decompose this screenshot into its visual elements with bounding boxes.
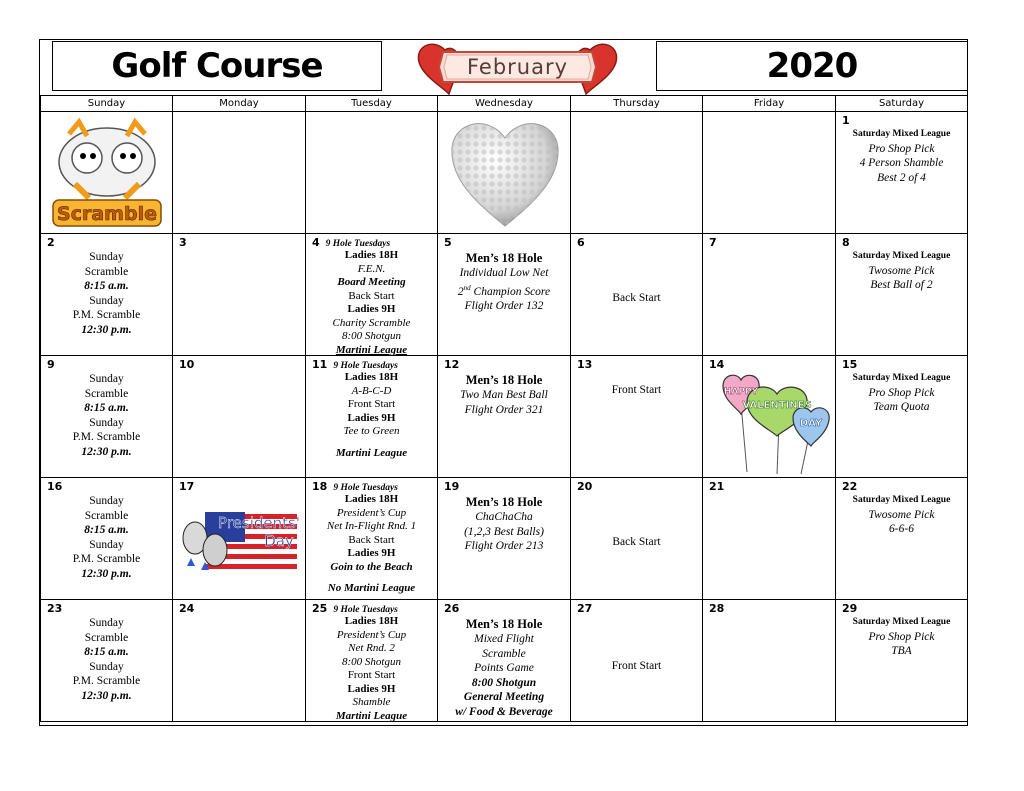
event-line: Pro Shop Pick bbox=[868, 630, 935, 643]
day-cell bbox=[836, 356, 968, 478]
nine-hole-tuesdays-label: 9 Hole Tuesdays bbox=[333, 483, 398, 493]
event-line: Back Start bbox=[612, 536, 661, 548]
event-line: Ladies 18H bbox=[344, 249, 399, 261]
event-line: 8:15 a.m. bbox=[84, 524, 129, 537]
event-line: F.E.N. bbox=[357, 262, 386, 275]
event-line: Saturday Mixed League bbox=[852, 129, 951, 139]
month-label: February bbox=[466, 55, 569, 79]
day-number: 2 bbox=[47, 236, 55, 249]
event-line: 12:30 p.m. bbox=[81, 689, 132, 702]
valentine-word-1: HAPPY bbox=[723, 387, 759, 397]
event-line: Ladies 9H bbox=[347, 547, 396, 559]
scramble-clipart-icon bbox=[49, 114, 165, 230]
day-number: 15 bbox=[842, 358, 858, 371]
day-number: 23 bbox=[47, 602, 63, 615]
day-number: 19 bbox=[444, 480, 460, 493]
event-line: No Martini League bbox=[327, 582, 416, 594]
day-cell-empty bbox=[173, 112, 306, 234]
event-line: Men’s 18 Hole bbox=[465, 373, 543, 387]
event-line: Ladies 9H bbox=[347, 303, 396, 315]
day-cell-empty bbox=[571, 112, 703, 234]
day-cell bbox=[836, 112, 968, 234]
event-line: Sunday bbox=[89, 373, 124, 385]
day-number: 17 bbox=[179, 480, 195, 493]
day-number: 13 bbox=[577, 358, 593, 371]
event-line: Scramble bbox=[84, 265, 129, 278]
event-line: TBA bbox=[891, 645, 912, 658]
day-number: 9 bbox=[47, 358, 55, 371]
event-line: P.M. Scramble bbox=[72, 309, 141, 322]
event-line: 8:15 a.m. bbox=[84, 646, 129, 659]
event-line: Saturday Mixed League bbox=[852, 373, 951, 383]
event-line: General Meeting bbox=[463, 691, 545, 704]
day-cell bbox=[571, 234, 703, 356]
day-cell bbox=[836, 478, 968, 600]
event-line: Front Start bbox=[611, 384, 662, 396]
day-cell bbox=[703, 478, 836, 600]
week-row bbox=[41, 234, 968, 356]
day-number: 28 bbox=[709, 602, 725, 615]
event-line: Front Start bbox=[611, 660, 662, 672]
event-line bbox=[438, 281, 570, 299]
event-line: Scramble bbox=[482, 647, 526, 660]
presidents-word: Presidents' bbox=[218, 514, 300, 532]
event-line: Martini League bbox=[335, 446, 408, 459]
day-number: 11 bbox=[312, 358, 328, 371]
nine-hole-tuesdays-label: 9 Hole Tuesdays bbox=[333, 605, 398, 615]
nine-hole-tuesdays-label: 9 Hole Tuesdays bbox=[325, 239, 391, 249]
valentine-word-3: DAY bbox=[799, 418, 823, 429]
event-line: Ladies 18H bbox=[344, 615, 399, 627]
day-cell bbox=[836, 234, 968, 356]
nine-hole-tuesdays-label: 9 Hole Tuesdays bbox=[333, 361, 398, 371]
event-line: 8:00 Shotgun bbox=[342, 330, 401, 342]
day-number: 20 bbox=[577, 480, 593, 493]
event-line: Ladies 9H bbox=[347, 411, 396, 424]
day-cell bbox=[41, 478, 173, 600]
event-line: Ladies 9H bbox=[347, 682, 396, 695]
day-number: 21 bbox=[709, 480, 725, 493]
day-number: 1 bbox=[842, 114, 850, 127]
presidents-day-flag-icon bbox=[179, 504, 303, 576]
day-number: 7 bbox=[709, 236, 717, 249]
event-line: Mixed Flight bbox=[474, 633, 534, 645]
event-line: Saturday Mixed League bbox=[852, 495, 951, 505]
day-cell bbox=[306, 356, 438, 478]
event-line: Sunday bbox=[89, 495, 124, 507]
event-line: Martini League bbox=[335, 343, 408, 356]
day-cell bbox=[173, 600, 306, 722]
month-banner bbox=[415, 40, 620, 96]
event-line: P.M. Scramble bbox=[72, 675, 141, 688]
event-line: 12:30 p.m. bbox=[81, 445, 132, 458]
weekday-sunday: Sunday bbox=[41, 96, 173, 112]
event-line: Sunday bbox=[89, 416, 124, 429]
event-line: Scramble bbox=[84, 509, 129, 522]
event-line: 8:00 Shotgun bbox=[471, 676, 537, 689]
event-line: 8:15 a.m. bbox=[84, 280, 129, 293]
event-line: Scramble bbox=[84, 631, 129, 644]
event-line: Points Game bbox=[474, 662, 534, 675]
event-line: Front Start bbox=[347, 669, 396, 681]
day-cell bbox=[703, 234, 836, 356]
day-cell bbox=[571, 600, 703, 722]
year-box bbox=[656, 41, 968, 91]
valentine-word-2: VALENTINES bbox=[742, 400, 812, 411]
event-line: Pro Shop Pick bbox=[868, 386, 935, 399]
day-number: 29 bbox=[842, 602, 858, 615]
event-line: Men’s 18 Hole bbox=[465, 495, 543, 509]
event-line: 12:30 p.m. bbox=[81, 323, 132, 336]
day-number: 22 bbox=[842, 480, 858, 493]
weekday-thursday: Thursday bbox=[571, 96, 703, 112]
event-line: Shamble bbox=[352, 696, 391, 708]
event-line: Best Ball of 2 bbox=[870, 279, 933, 292]
day-number: 6 bbox=[577, 236, 585, 249]
day-number: 24 bbox=[179, 602, 195, 615]
day-cell bbox=[438, 356, 571, 478]
event-line: 8:00 Shotgun bbox=[342, 655, 401, 668]
event-line: Best 2 of 4 bbox=[877, 171, 926, 184]
event-line: Saturday Mixed League bbox=[852, 617, 951, 627]
title-box bbox=[52, 41, 382, 91]
day-number: 5 bbox=[444, 236, 452, 249]
day-number: 27 bbox=[577, 602, 593, 615]
day-number: 12 bbox=[444, 358, 460, 371]
day-cell bbox=[703, 356, 836, 478]
event-line: Back Start bbox=[348, 289, 395, 302]
week-row bbox=[41, 600, 968, 722]
event-line: Net Rnd. 2 bbox=[348, 642, 395, 654]
day-cell bbox=[41, 112, 173, 234]
day-cell bbox=[571, 356, 703, 478]
event-line: P.M. Scramble bbox=[72, 431, 141, 444]
event-line: Ladies 18H bbox=[344, 493, 399, 505]
event-line: 8:15 a.m. bbox=[84, 402, 129, 415]
event-line: Flight Order 321 bbox=[464, 403, 544, 416]
day-cell bbox=[438, 234, 571, 356]
event-line: Back Start bbox=[348, 533, 395, 546]
weekday-friday: Friday bbox=[703, 96, 836, 112]
event-line: (1,2,3 Best Balls) bbox=[464, 525, 544, 538]
week-row bbox=[41, 478, 968, 600]
day-number: 25 bbox=[312, 602, 328, 615]
day-number: 10 bbox=[179, 358, 195, 371]
day-cell bbox=[41, 234, 173, 356]
weekday-monday: Monday bbox=[173, 96, 306, 112]
golf-ball-heart-icon bbox=[448, 116, 562, 228]
day-cell bbox=[836, 600, 968, 722]
day-number: 14 bbox=[709, 358, 725, 371]
weekday-tuesday: Tuesday bbox=[306, 96, 438, 112]
ordinal-suffix: nd bbox=[463, 283, 471, 292]
day-cell bbox=[173, 356, 306, 478]
day-cell bbox=[438, 112, 571, 234]
day-cell bbox=[306, 478, 438, 600]
valentines-balloons-icon bbox=[717, 372, 835, 476]
weekday-header-row bbox=[41, 96, 968, 112]
day-cell bbox=[438, 600, 571, 722]
day-number: 26 bbox=[444, 602, 460, 615]
day-cell bbox=[41, 356, 173, 478]
event-line: President’s Cup bbox=[336, 506, 407, 519]
event-line: 4 Person Shamble bbox=[859, 157, 944, 170]
event-line: Charity Scramble bbox=[332, 316, 411, 329]
event-line: Martini League bbox=[335, 709, 408, 722]
event-line: Scramble bbox=[84, 387, 129, 400]
ordinal-text: Champion Score bbox=[470, 285, 551, 298]
day-number: 16 bbox=[47, 480, 63, 493]
day-cell bbox=[306, 600, 438, 722]
calendar-sheet bbox=[39, 39, 968, 726]
event-line: ChaChaCha bbox=[475, 511, 533, 523]
event-line: Twosome Pick bbox=[868, 264, 935, 277]
day-number: 8 bbox=[842, 236, 850, 249]
event-line: Net In-Flight Rnd. 1 bbox=[326, 520, 417, 532]
weekday-saturday: Saturday bbox=[836, 96, 968, 112]
event-line: Tee to Green bbox=[343, 425, 400, 437]
event-line: Sunday bbox=[89, 538, 124, 551]
event-line: P.M. Scramble bbox=[72, 553, 141, 566]
event-line: Individual Low Net bbox=[459, 267, 549, 279]
day-cell bbox=[173, 234, 306, 356]
calendar-grid bbox=[40, 95, 968, 722]
event-line: Men’s 18 Hole bbox=[465, 251, 543, 265]
day-cell bbox=[173, 478, 306, 600]
calendar-year: 2020 bbox=[766, 46, 858, 86]
week-row bbox=[41, 356, 968, 478]
event-line: Sunday bbox=[89, 251, 124, 263]
event-line: A-B-C-D bbox=[351, 384, 392, 397]
scramble-word: Scramble bbox=[57, 203, 157, 225]
event-line: Flight Order 132 bbox=[464, 300, 544, 313]
event-line: President’s Cup bbox=[336, 628, 407, 641]
event-line: Front Start bbox=[347, 398, 396, 410]
event-line: Sunday bbox=[89, 660, 124, 673]
calendar-header bbox=[40, 40, 967, 96]
event-line: Men’s 18 Hole bbox=[465, 617, 543, 631]
day-cell bbox=[438, 478, 571, 600]
day-cell bbox=[703, 600, 836, 722]
calendar-title: Golf Course bbox=[111, 46, 323, 86]
event-line: Twosome Pick bbox=[868, 508, 935, 521]
event-line: w/ Food & Beverage bbox=[455, 705, 553, 718]
day-number: 4 bbox=[312, 236, 320, 249]
event-line: Flight Order 213 bbox=[464, 540, 544, 553]
event-line: Team Quota bbox=[873, 401, 930, 414]
weekday-wednesday: Wednesday bbox=[438, 96, 571, 112]
event-line: Ladies 18H bbox=[344, 371, 399, 383]
event-line: Two Man Best Ball bbox=[460, 389, 548, 401]
day-cell bbox=[571, 478, 703, 600]
event-line: Saturday Mixed League bbox=[852, 251, 951, 261]
day-cell-empty bbox=[306, 112, 438, 234]
event-line: 6-6-6 bbox=[889, 523, 914, 536]
event-line: Pro Shop Pick bbox=[868, 142, 935, 155]
day-cell-empty bbox=[703, 112, 836, 234]
event-line: Back Start bbox=[612, 292, 661, 304]
week-row bbox=[41, 112, 968, 234]
event-line: 12:30 p.m. bbox=[81, 567, 132, 580]
day-cell bbox=[41, 600, 173, 722]
event-line: Goin to the Beach bbox=[330, 560, 413, 573]
day-word: Day bbox=[264, 532, 294, 550]
ordinal-number: 2 bbox=[457, 285, 464, 298]
event-line: Sunday bbox=[89, 617, 124, 629]
day-cell bbox=[306, 234, 438, 356]
day-number: 3 bbox=[179, 236, 187, 249]
event-line: Board Meeting bbox=[337, 276, 406, 288]
event-line: Sunday bbox=[89, 294, 124, 307]
day-number: 18 bbox=[312, 480, 328, 493]
